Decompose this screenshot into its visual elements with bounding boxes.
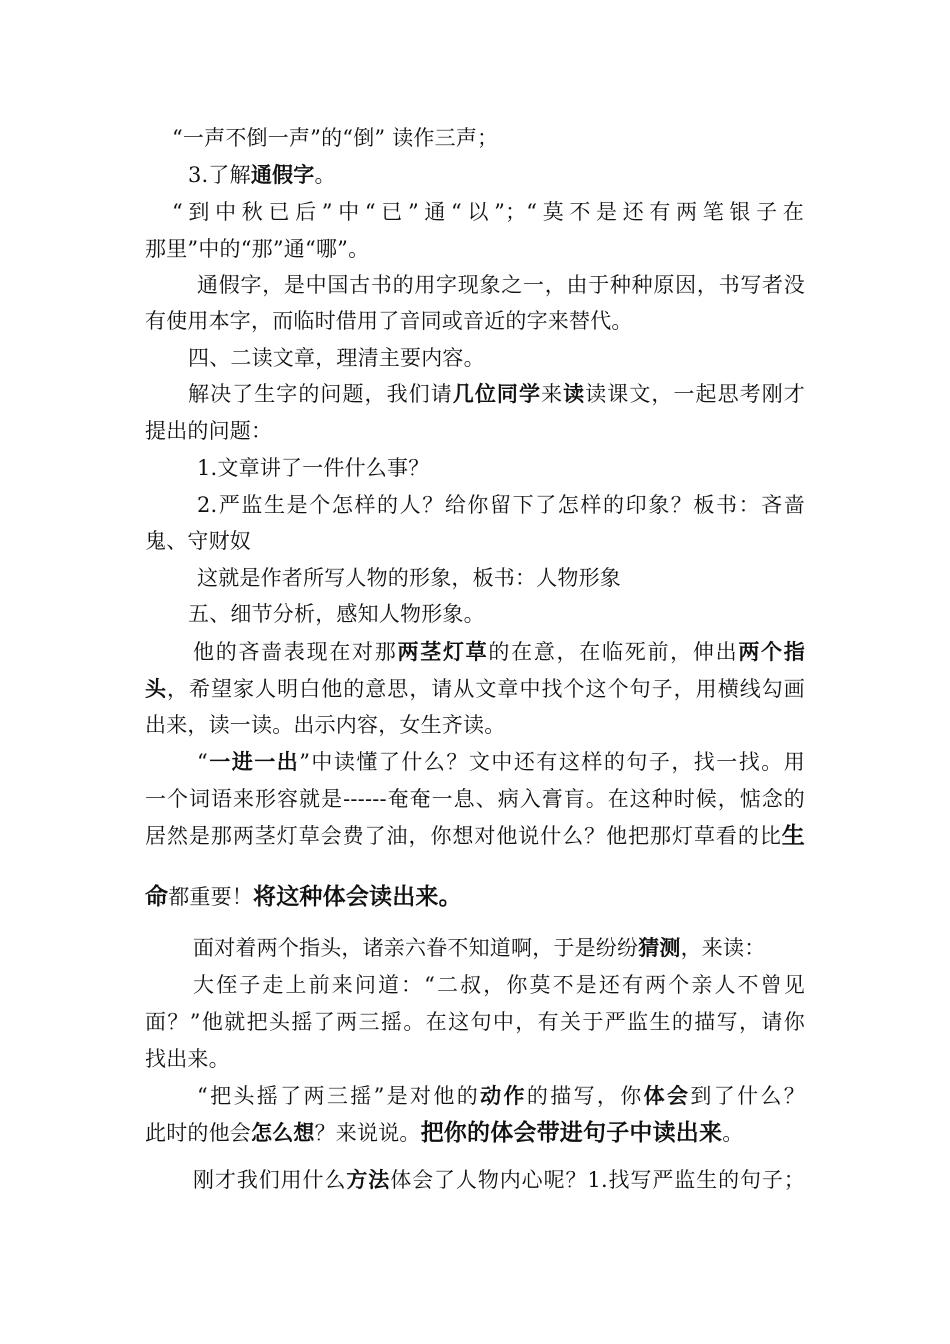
text-line: 命都重要！将这种体会读出来。 bbox=[145, 884, 462, 910]
text-line: 面？”他就把头摇了两三摇。在这句中，有关于严监生的描写，请你 bbox=[145, 1010, 805, 1034]
text-line: 一个词语来形容就是------奄奄一息、病入膏肓。在这种时候，惦念的 bbox=[145, 787, 805, 811]
bold-text: 动作 bbox=[480, 1084, 527, 1108]
bold-text: 一进一出 bbox=[207, 750, 300, 774]
text-line: 1.文章讲了一件什么事？ bbox=[197, 456, 430, 480]
text-line: 鬼、守财奴 bbox=[145, 529, 251, 553]
text-line: 头，希望家人明白他的意思，请从文章中找个这个句子，用横线勾画 bbox=[145, 677, 805, 701]
text-line: 面对着两个指头，诸亲六眷不知道啊，于是纷纷猜测，来读： bbox=[193, 936, 766, 960]
text-line: 他的吝啬表现在对那两茎灯草的在意，在临死前，伸出两个指 bbox=[193, 640, 805, 664]
text-line: 居然是那两茎灯草会费了油，你想对他说什么？他把那灯草看的比生 bbox=[145, 823, 805, 849]
bold-text: 头 bbox=[145, 677, 168, 701]
text-line: 五、细节分析，感知人物形象。 bbox=[188, 602, 485, 626]
bold-text: 生 bbox=[781, 823, 805, 849]
bold-text: 方法 bbox=[346, 1168, 391, 1192]
text-line: “到中秋已后”中“已”通“以”；“莫不是还有两笔银子在 bbox=[172, 200, 804, 224]
bold-text: 通假字 bbox=[250, 163, 315, 187]
text-line: 刚才我们用什么方法体会了人物内心呢？1.找写严监生的句子； bbox=[193, 1168, 805, 1192]
text-line: “一进一出”中读懂了什么？文中还有这样的句子，找一找。用 bbox=[197, 750, 805, 774]
text-line: 四、二读文章，理清主要内容。 bbox=[188, 346, 485, 370]
text-line: “一声不倒一声”的“倒” 读作三声； bbox=[172, 126, 499, 150]
text-line: 这就是作者所写人物的形象，板书：人物形象 bbox=[197, 566, 621, 590]
text-line: “把头摇了两三摇”是对他的动作的描写，你体会到了什么？ bbox=[197, 1084, 806, 1108]
bold-text: 把你的体会带进句子中读出来 bbox=[420, 1120, 723, 1146]
text-line: 出来，读一读。出示内容，女生齐读。 bbox=[145, 713, 506, 737]
text-line: 解决了生字的问题，我们请几位同学来读读课文，一起思考刚才 bbox=[188, 382, 806, 406]
text-line: 找出来。 bbox=[145, 1047, 230, 1071]
text-line: 此时的他会怎么想？来说说。把你的体会带进句子中读出来。 bbox=[145, 1120, 744, 1146]
bold-text: 命 bbox=[145, 884, 169, 910]
text-line: 提出的问题： bbox=[145, 419, 273, 443]
bold-text: 两茎灯草 bbox=[397, 640, 489, 664]
bold-text: 读 bbox=[563, 382, 586, 406]
text-line: 2.严监生是个怎样的人？给你留下了怎样的印象？板书：吝啬 bbox=[197, 493, 805, 517]
text-line: 那里”中的“那”通“哪”。 bbox=[145, 237, 370, 261]
bold-text: 怎么想 bbox=[251, 1121, 315, 1145]
bold-text: 几位同学 bbox=[452, 382, 542, 406]
bold-text: 体会 bbox=[643, 1084, 691, 1108]
bold-text: 将这种体会读出来。 bbox=[253, 884, 462, 910]
bold-text: 猜测 bbox=[638, 936, 681, 960]
text-line: 大侄子走上前来问道：“二叔，你莫不是还有两个亲人不曾见 bbox=[193, 973, 805, 997]
text-line: 有使用本字，而临时借用了音同或音近的字来替代。 bbox=[145, 309, 633, 333]
bold-text: 两个指 bbox=[738, 640, 805, 664]
text-line: 3.了解通假字。 bbox=[188, 163, 336, 187]
text-line: 通假字，是中国古书的用字现象之一，由于种种原因，书写者没 bbox=[197, 273, 805, 297]
